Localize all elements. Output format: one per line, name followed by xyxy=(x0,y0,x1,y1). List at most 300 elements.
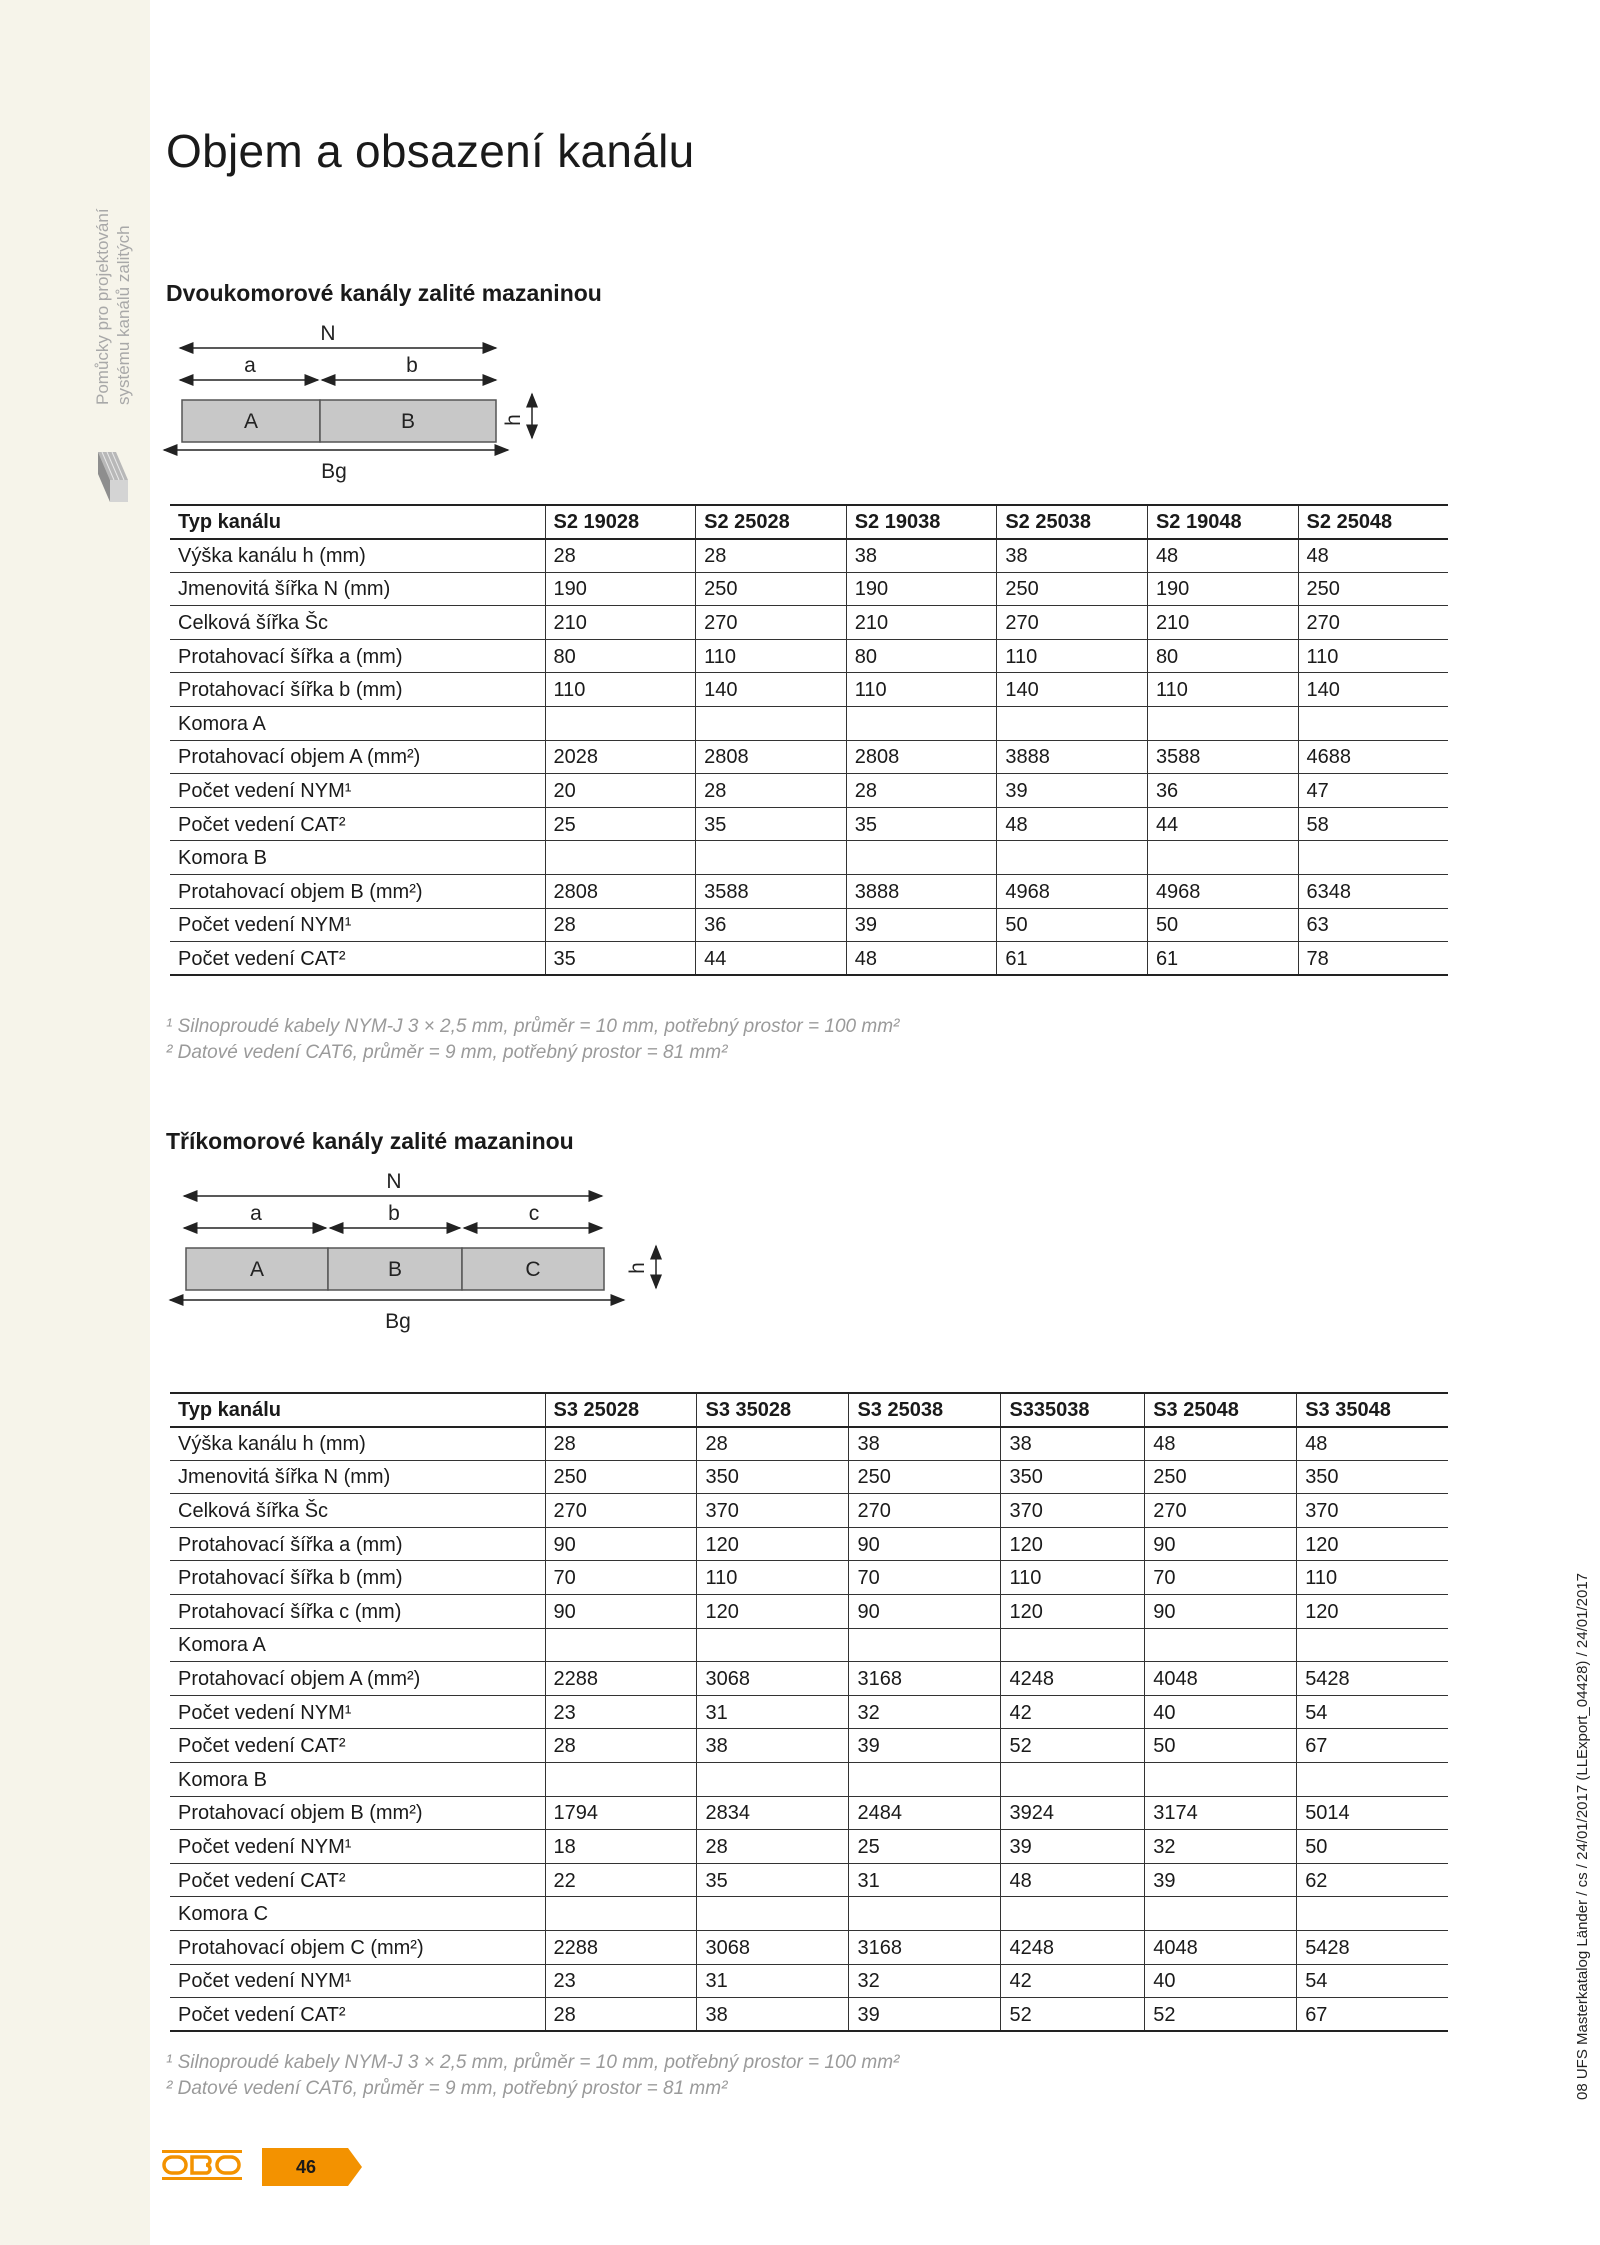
row-label: Protahovací šířka c (mm) xyxy=(170,1595,545,1629)
row-value xyxy=(846,707,997,741)
row-value: 52 xyxy=(1145,1998,1297,2032)
table-row xyxy=(170,774,1448,808)
sidebar-label-line2: systému kanálů zalitých xyxy=(114,225,133,405)
channel-section-icon xyxy=(96,450,130,504)
row-value: 110 xyxy=(1297,1561,1448,1595)
row-value: 120 xyxy=(697,1527,849,1561)
row-value: 2288 xyxy=(545,1662,697,1696)
row-value: 32 xyxy=(849,1964,1001,1998)
row-label: Protahovací šířka a (mm) xyxy=(170,1527,545,1561)
row-value: 52 xyxy=(1001,1729,1145,1763)
row-value: 31 xyxy=(697,1964,849,1998)
table-row xyxy=(170,1897,1448,1931)
row-value xyxy=(1145,1897,1297,1931)
row-value: 44 xyxy=(1147,807,1298,841)
row-value: 250 xyxy=(696,572,847,606)
row-value: 3068 xyxy=(697,1662,849,1696)
row-value: 3174 xyxy=(1145,1796,1297,1830)
row-value: 120 xyxy=(1297,1595,1448,1629)
row-value: 120 xyxy=(1001,1527,1145,1561)
row-value: 90 xyxy=(849,1527,1001,1561)
row-value: 50 xyxy=(1145,1729,1297,1763)
row-value: 4688 xyxy=(1298,740,1448,774)
table-header-row xyxy=(170,1393,1448,1427)
row-value: 50 xyxy=(1147,908,1298,942)
row-label: Protahovací objem B (mm²) xyxy=(170,1796,545,1830)
row-value: 70 xyxy=(849,1561,1001,1595)
row-label: Počet vedení CAT² xyxy=(170,1998,545,2032)
row-value: 32 xyxy=(849,1695,1001,1729)
sidebar-label xyxy=(92,175,134,405)
table-row xyxy=(170,1964,1448,1998)
dim-a-label: a xyxy=(250,1202,262,1225)
section1-title: Dvoukomorové kanály zalité mazaninou xyxy=(166,280,602,306)
table-header-row xyxy=(170,505,1448,539)
row-label: Komora A xyxy=(170,707,545,741)
row-value: 28 xyxy=(697,1427,849,1461)
header-model: S3 25038 xyxy=(849,1393,1001,1427)
table-row xyxy=(170,841,1448,875)
row-value: 50 xyxy=(997,908,1148,942)
table-row xyxy=(170,673,1448,707)
row-value: 35 xyxy=(696,807,847,841)
row-value: 31 xyxy=(697,1695,849,1729)
row-label: Protahovací šířka a (mm) xyxy=(170,639,545,673)
row-value xyxy=(697,1628,849,1662)
row-value xyxy=(545,1628,697,1662)
row-value: 190 xyxy=(545,572,696,606)
chamber-b-label: B xyxy=(400,410,416,433)
table-row xyxy=(170,740,1448,774)
row-value xyxy=(1147,841,1298,875)
row-value: 4248 xyxy=(1001,1662,1145,1696)
row-value: 370 xyxy=(1297,1494,1448,1528)
table-row xyxy=(170,1931,1448,1965)
header-model: S335038 xyxy=(1001,1393,1145,1427)
row-label: Protahovací šířka b (mm) xyxy=(170,1561,545,1595)
row-value: 39 xyxy=(849,1998,1001,2032)
table-row xyxy=(170,1763,1448,1797)
row-value: 140 xyxy=(1298,673,1448,707)
row-value xyxy=(697,1763,849,1797)
table-row xyxy=(170,606,1448,640)
row-value: 36 xyxy=(696,908,847,942)
row-value: 67 xyxy=(1297,1729,1448,1763)
dim-n-label: N xyxy=(386,1170,402,1193)
row-value xyxy=(997,841,1148,875)
header-type-label: Typ kanálu xyxy=(170,505,545,539)
three-chamber-table xyxy=(170,1392,1448,2032)
row-value: 62 xyxy=(1297,1863,1448,1897)
row-value xyxy=(1001,1628,1145,1662)
row-value: 40 xyxy=(1145,1964,1297,1998)
row-value: 38 xyxy=(697,1729,849,1763)
row-value: 350 xyxy=(1297,1460,1448,1494)
row-value xyxy=(1147,707,1298,741)
row-value: 35 xyxy=(846,807,997,841)
row-value xyxy=(1298,841,1448,875)
row-value: 350 xyxy=(1001,1460,1145,1494)
row-value: 370 xyxy=(1001,1494,1145,1528)
row-value: 22 xyxy=(545,1863,697,1897)
footnote-1: ¹ Silnoproudé kabely NYM-J 3 × 2,5 mm, průměr = 10 mm, potřebný prostor = 100 mm² xyxy=(166,2052,900,2073)
row-value: 3068 xyxy=(697,1931,849,1965)
row-value: 4968 xyxy=(1147,875,1298,909)
row-value: 3588 xyxy=(1147,740,1298,774)
header-model: S2 25038 xyxy=(997,505,1148,539)
row-value: 270 xyxy=(849,1494,1001,1528)
table-row xyxy=(170,639,1448,673)
row-value: 270 xyxy=(696,606,847,640)
row-value: 3168 xyxy=(849,1931,1001,1965)
header-model: S3 25028 xyxy=(545,1393,697,1427)
row-value xyxy=(1297,1628,1448,1662)
row-value: 190 xyxy=(1147,572,1298,606)
row-value: 110 xyxy=(697,1561,849,1595)
row-value xyxy=(545,1897,697,1931)
row-label: Počet vedení NYM¹ xyxy=(170,1964,545,1998)
two-chamber-table xyxy=(170,504,1448,976)
row-value: 2028 xyxy=(545,740,696,774)
row-value: 23 xyxy=(545,1695,697,1729)
row-value: 90 xyxy=(545,1595,697,1629)
row-value: 5014 xyxy=(1297,1796,1448,1830)
row-value: 32 xyxy=(1145,1830,1297,1864)
footnote-2: ² Datové vedení CAT6, průměr = 9 mm, potřebný prostor = 81 mm² xyxy=(166,2078,728,2099)
row-value: 52 xyxy=(1001,1998,1145,2032)
row-value: 48 xyxy=(1298,539,1448,573)
row-value: 42 xyxy=(1001,1964,1145,1998)
table-row xyxy=(170,1427,1448,1461)
row-value: 67 xyxy=(1297,1998,1448,2032)
row-value: 39 xyxy=(846,908,997,942)
row-label: Protahovací objem B (mm²) xyxy=(170,875,545,909)
dim-bg-label: Bg xyxy=(321,460,347,483)
row-value xyxy=(697,1897,849,1931)
row-label: Komora B xyxy=(170,841,545,875)
row-label: Protahovací šířka b (mm) xyxy=(170,673,545,707)
row-value: 3924 xyxy=(1001,1796,1145,1830)
row-value: 3588 xyxy=(696,875,847,909)
row-value: 50 xyxy=(1297,1830,1448,1864)
table-row xyxy=(170,1695,1448,1729)
row-value: 28 xyxy=(545,539,696,573)
row-label: Jmenovitá šířka N (mm) xyxy=(170,572,545,606)
row-value: 110 xyxy=(1001,1561,1145,1595)
row-value: 38 xyxy=(846,539,997,573)
obo-logo xyxy=(162,2150,242,2180)
row-label: Celková šířka Šc xyxy=(170,606,545,640)
row-value: 90 xyxy=(1145,1595,1297,1629)
table-row xyxy=(170,572,1448,606)
row-value xyxy=(1001,1897,1145,1931)
row-value: 250 xyxy=(849,1460,1001,1494)
row-value: 54 xyxy=(1297,1695,1448,1729)
row-value: 28 xyxy=(545,908,696,942)
row-value: 90 xyxy=(849,1595,1001,1629)
table-row xyxy=(170,1863,1448,1897)
dim-h-label: h xyxy=(626,1262,649,1274)
row-value xyxy=(696,841,847,875)
row-value: 250 xyxy=(997,572,1148,606)
row-value: 80 xyxy=(846,639,997,673)
row-value: 18 xyxy=(545,1830,697,1864)
row-value: 2808 xyxy=(846,740,997,774)
row-value: 2288 xyxy=(545,1931,697,1965)
header-model: S2 19048 xyxy=(1147,505,1298,539)
row-value: 1794 xyxy=(545,1796,697,1830)
row-value: 80 xyxy=(545,639,696,673)
row-value: 48 xyxy=(1297,1427,1448,1461)
row-value: 270 xyxy=(1145,1494,1297,1528)
row-value: 48 xyxy=(1147,539,1298,573)
header-model: S3 35028 xyxy=(697,1393,849,1427)
row-value: 54 xyxy=(1297,1964,1448,1998)
header-model: S2 19028 xyxy=(545,505,696,539)
row-label: Počet vedení NYM¹ xyxy=(170,1830,545,1864)
row-value: 140 xyxy=(696,673,847,707)
chamber-a-label: A xyxy=(243,410,259,433)
table-row xyxy=(170,1998,1448,2032)
row-value: 44 xyxy=(696,942,847,976)
row-value: 90 xyxy=(1145,1527,1297,1561)
row-value: 23 xyxy=(545,1964,697,1998)
print-meta: 08 UFS Masterkatalog Länder / cs / 24/01/2017 (LLExport_04428) / 24/01/2017 xyxy=(1574,1572,1591,2100)
dim-a-label: a xyxy=(244,354,256,377)
row-value: 48 xyxy=(846,942,997,976)
table-row xyxy=(170,807,1448,841)
dim-b-label: b xyxy=(406,354,418,377)
row-value: 48 xyxy=(1145,1427,1297,1461)
row-label: Celková šířka Šc xyxy=(170,1494,545,1528)
table-row xyxy=(170,1729,1448,1763)
row-label: Komora A xyxy=(170,1628,545,1662)
row-value: 4248 xyxy=(1001,1931,1145,1965)
row-value: 35 xyxy=(697,1863,849,1897)
table-row xyxy=(170,875,1448,909)
row-value: 38 xyxy=(697,1998,849,2032)
table-row xyxy=(170,707,1448,741)
table-row xyxy=(170,1628,1448,1662)
dim-bg-label: Bg xyxy=(385,1310,411,1333)
row-value xyxy=(997,707,1148,741)
table-row xyxy=(170,908,1448,942)
row-value xyxy=(696,707,847,741)
row-label: Protahovací objem A (mm²) xyxy=(170,740,545,774)
row-value: 4048 xyxy=(1145,1662,1297,1696)
table-row xyxy=(170,1830,1448,1864)
row-value: 210 xyxy=(846,606,997,640)
row-value: 250 xyxy=(545,1460,697,1494)
dim-h-label: h xyxy=(502,414,525,426)
section2-footnotes xyxy=(166,2050,899,2102)
row-value: 28 xyxy=(697,1830,849,1864)
row-value: 4048 xyxy=(1145,1931,1297,1965)
row-value: 35 xyxy=(545,942,696,976)
row-value xyxy=(545,1763,697,1797)
row-value: 5428 xyxy=(1297,1662,1448,1696)
row-value: 40 xyxy=(1145,1695,1297,1729)
row-label: Výška kanálu h (mm) xyxy=(170,539,545,573)
two-chamber-diagram xyxy=(150,316,570,496)
row-value xyxy=(1001,1763,1145,1797)
row-value: 2834 xyxy=(697,1796,849,1830)
row-value: 190 xyxy=(846,572,997,606)
chamber-c-label: C xyxy=(525,1258,541,1281)
row-value: 28 xyxy=(545,1998,697,2032)
row-value: 39 xyxy=(997,774,1148,808)
table-row xyxy=(170,1460,1448,1494)
row-value: 47 xyxy=(1298,774,1448,808)
row-value: 2808 xyxy=(545,875,696,909)
row-value: 370 xyxy=(697,1494,849,1528)
row-label: Komora C xyxy=(170,1897,545,1931)
row-value: 3888 xyxy=(846,875,997,909)
row-value: 110 xyxy=(846,673,997,707)
row-value: 110 xyxy=(1298,639,1448,673)
table-row xyxy=(170,1796,1448,1830)
row-value: 70 xyxy=(1145,1561,1297,1595)
row-value: 28 xyxy=(545,1427,697,1461)
row-value: 2484 xyxy=(849,1796,1001,1830)
row-label: Výška kanálu h (mm) xyxy=(170,1427,545,1461)
three-chamber-diagram xyxy=(150,1164,690,1344)
header-model: S3 25048 xyxy=(1145,1393,1297,1427)
row-value xyxy=(1297,1897,1448,1931)
row-value: 31 xyxy=(849,1863,1001,1897)
row-label: Počet vedení NYM¹ xyxy=(170,774,545,808)
row-value: 250 xyxy=(1145,1460,1297,1494)
row-value xyxy=(849,1628,1001,1662)
row-value: 39 xyxy=(849,1729,1001,1763)
row-value: 38 xyxy=(997,539,1148,573)
dim-b-label: b xyxy=(388,1202,400,1225)
row-value: 4968 xyxy=(997,875,1148,909)
row-value xyxy=(545,841,696,875)
row-label: Komora B xyxy=(170,1763,545,1797)
row-value: 28 xyxy=(545,1729,697,1763)
row-value: 2808 xyxy=(696,740,847,774)
row-label: Počet vedení CAT² xyxy=(170,1863,545,1897)
row-value: 210 xyxy=(545,606,696,640)
row-label: Jmenovitá šířka N (mm) xyxy=(170,1460,545,1494)
chamber-a-label: A xyxy=(249,1258,265,1281)
row-value: 78 xyxy=(1298,942,1448,976)
row-label: Počet vedení NYM¹ xyxy=(170,908,545,942)
footnote-2: ² Datové vedení CAT6, průměr = 9 mm, potřebný prostor = 81 mm² xyxy=(166,1042,728,1063)
row-value: 270 xyxy=(997,606,1148,640)
row-value: 28 xyxy=(696,774,847,808)
row-value: 39 xyxy=(1145,1863,1297,1897)
row-value xyxy=(846,841,997,875)
table-row xyxy=(170,1662,1448,1696)
row-value: 25 xyxy=(849,1830,1001,1864)
row-label: Počet vedení CAT² xyxy=(170,942,545,976)
row-value: 42 xyxy=(1001,1695,1145,1729)
header-model: S3 35048 xyxy=(1297,1393,1448,1427)
row-value: 3168 xyxy=(849,1662,1001,1696)
page-number: 46 xyxy=(295,2157,317,2177)
row-value: 3888 xyxy=(997,740,1148,774)
row-value: 6348 xyxy=(1298,875,1448,909)
table-row xyxy=(170,1595,1448,1629)
row-label: Protahovací objem C (mm²) xyxy=(170,1931,545,1965)
row-value xyxy=(1298,707,1448,741)
row-value xyxy=(545,707,696,741)
row-label: Protahovací objem A (mm²) xyxy=(170,1662,545,1696)
section2-title: Tříkomorové kanály zalité mazaninou xyxy=(166,1128,574,1154)
row-value: 120 xyxy=(1001,1595,1145,1629)
row-value xyxy=(849,1897,1001,1931)
row-label: Počet vedení NYM¹ xyxy=(170,1695,545,1729)
row-value: 58 xyxy=(1298,807,1448,841)
section1-footnotes xyxy=(166,1014,899,1066)
table-row xyxy=(170,1561,1448,1595)
row-value: 110 xyxy=(696,639,847,673)
row-value: 38 xyxy=(849,1427,1001,1461)
dim-n-label: N xyxy=(320,322,336,345)
chamber-b-label: B xyxy=(387,1258,403,1281)
row-value: 120 xyxy=(697,1595,849,1629)
row-value: 350 xyxy=(697,1460,849,1494)
row-value: 110 xyxy=(545,673,696,707)
header-model: S2 25048 xyxy=(1298,505,1448,539)
row-label: Počet vedení CAT² xyxy=(170,1729,545,1763)
row-value xyxy=(1145,1763,1297,1797)
row-value: 61 xyxy=(997,942,1148,976)
row-value: 48 xyxy=(997,807,1148,841)
row-value: 210 xyxy=(1147,606,1298,640)
row-value: 36 xyxy=(1147,774,1298,808)
row-value: 250 xyxy=(1298,572,1448,606)
row-value: 140 xyxy=(997,673,1148,707)
row-value xyxy=(849,1763,1001,1797)
table-row xyxy=(170,539,1448,573)
dim-c-label: c xyxy=(528,1202,540,1225)
row-value: 70 xyxy=(545,1561,697,1595)
row-value: 25 xyxy=(545,807,696,841)
table-row xyxy=(170,942,1448,976)
row-value: 120 xyxy=(1297,1527,1448,1561)
row-value: 90 xyxy=(545,1527,697,1561)
row-value: 80 xyxy=(1147,639,1298,673)
row-value xyxy=(1297,1763,1448,1797)
header-type-label: Typ kanálu xyxy=(170,1393,545,1427)
row-value xyxy=(1145,1628,1297,1662)
row-value: 110 xyxy=(1147,673,1298,707)
row-value: 110 xyxy=(997,639,1148,673)
row-label: Počet vedení CAT² xyxy=(170,807,545,841)
row-value: 270 xyxy=(1298,606,1448,640)
row-value: 20 xyxy=(545,774,696,808)
row-value: 5428 xyxy=(1297,1931,1448,1965)
row-value: 28 xyxy=(696,539,847,573)
sidebar-label-line1: Pomůcky pro projektování xyxy=(93,208,112,405)
row-value: 48 xyxy=(1001,1863,1145,1897)
row-value: 39 xyxy=(1001,1830,1145,1864)
row-value: 63 xyxy=(1298,908,1448,942)
row-value: 61 xyxy=(1147,942,1298,976)
page-title: Objem a obsazení kanálu xyxy=(166,125,695,177)
footnote-1: ¹ Silnoproudé kabely NYM-J 3 × 2,5 mm, průměr = 10 mm, potřebný prostor = 100 mm² xyxy=(166,1016,900,1037)
header-model: S2 25028 xyxy=(696,505,847,539)
row-value: 38 xyxy=(1001,1427,1145,1461)
row-value: 270 xyxy=(545,1494,697,1528)
row-value: 28 xyxy=(846,774,997,808)
header-model: S2 19038 xyxy=(846,505,997,539)
table-row xyxy=(170,1494,1448,1528)
table-row xyxy=(170,1527,1448,1561)
